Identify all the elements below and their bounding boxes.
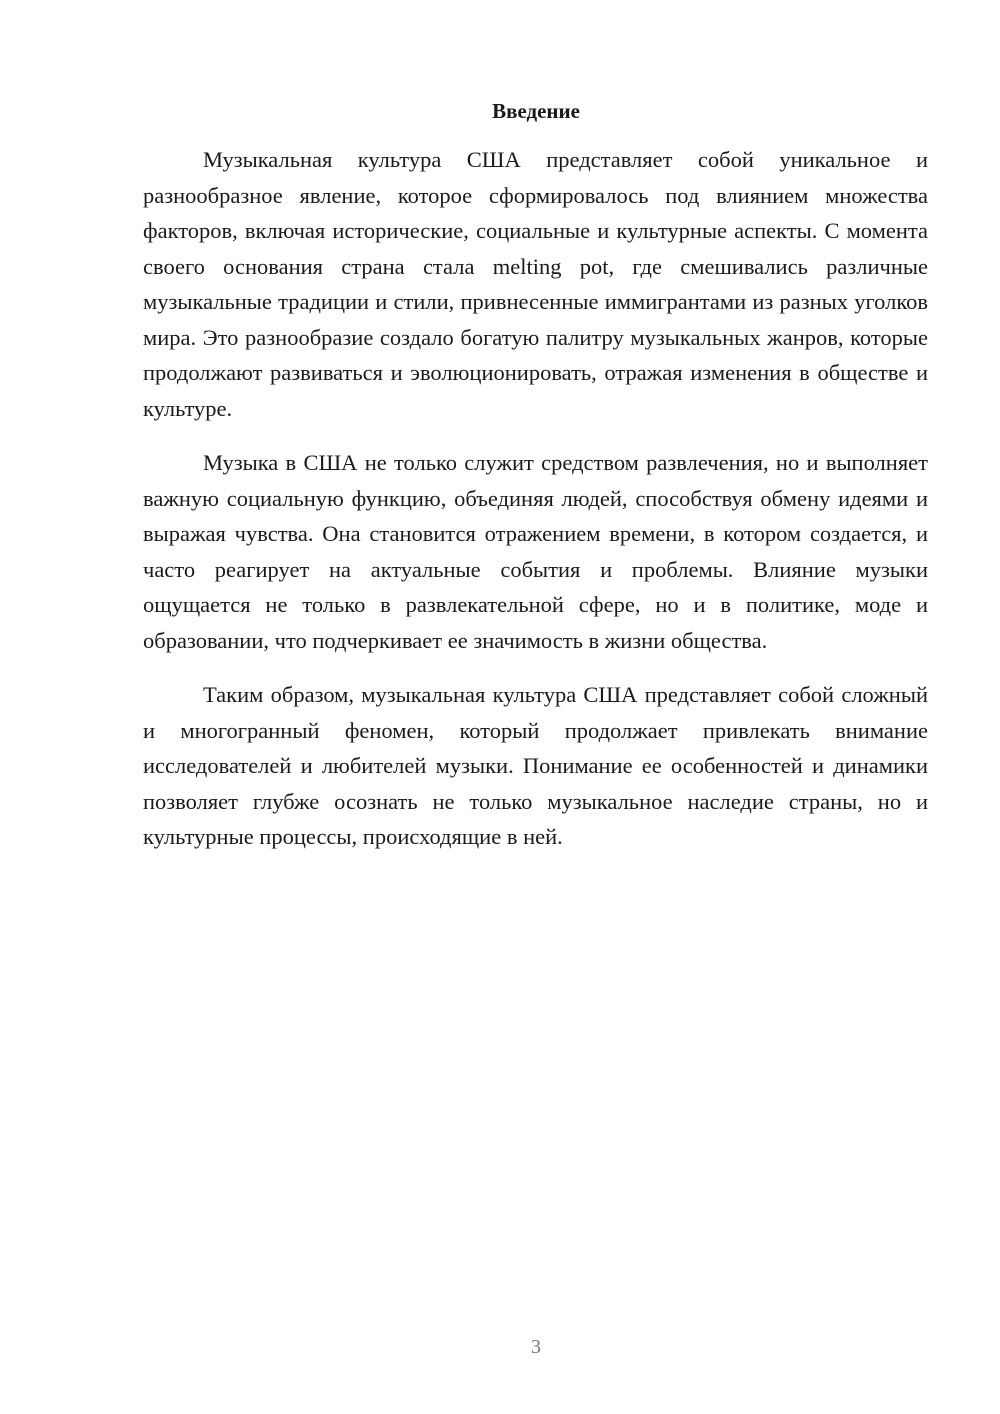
body-text bbox=[143, 142, 928, 874]
paragraph: Таким образом, музыкальная культура США представляет собой сложный и многогранный феномен, который продолжает привлекать внимание исследователей и любителей музыки. Понимание ее особенностей и динамики позволяет глубже осознать не только музыкальное наследие страны, но и культурные процессы, происходящие в ней. bbox=[143, 682, 928, 849]
page-number: 3 bbox=[531, 1336, 541, 1358]
paragraph: Музыкальная культура США представляет собой уникальное и разнообразное явление, которое сформировалось под влиянием множества факторов, включая исторические, социальные и культурные аспекты. С момента своего основания страна стала melting pot, где смешивались различные музыкальные традиции и стили, привнесенные иммигрантами из разных уголков мира. Это разнообразие создало богатую палитру музыкальных жанров, которые продолжают развиваться и эволюционировать, отражая изменения в обществе и культуре. bbox=[143, 147, 928, 421]
section-title: Введение bbox=[492, 99, 580, 123]
paragraph: Музыка в США не только служит средством развлечения, но и выполняет важную социальную функцию, объединяя людей, способствуя обмену идеями и выражая чувства. Она становится отражением времени, в котором создается, и часто реагирует на актуальные события и проблемы. Влияние музыки ощущается не только в развлекательной сфере, но и в политике, моде и образовании, что подчеркивает ее значимость в жизни общества. bbox=[143, 450, 928, 653]
